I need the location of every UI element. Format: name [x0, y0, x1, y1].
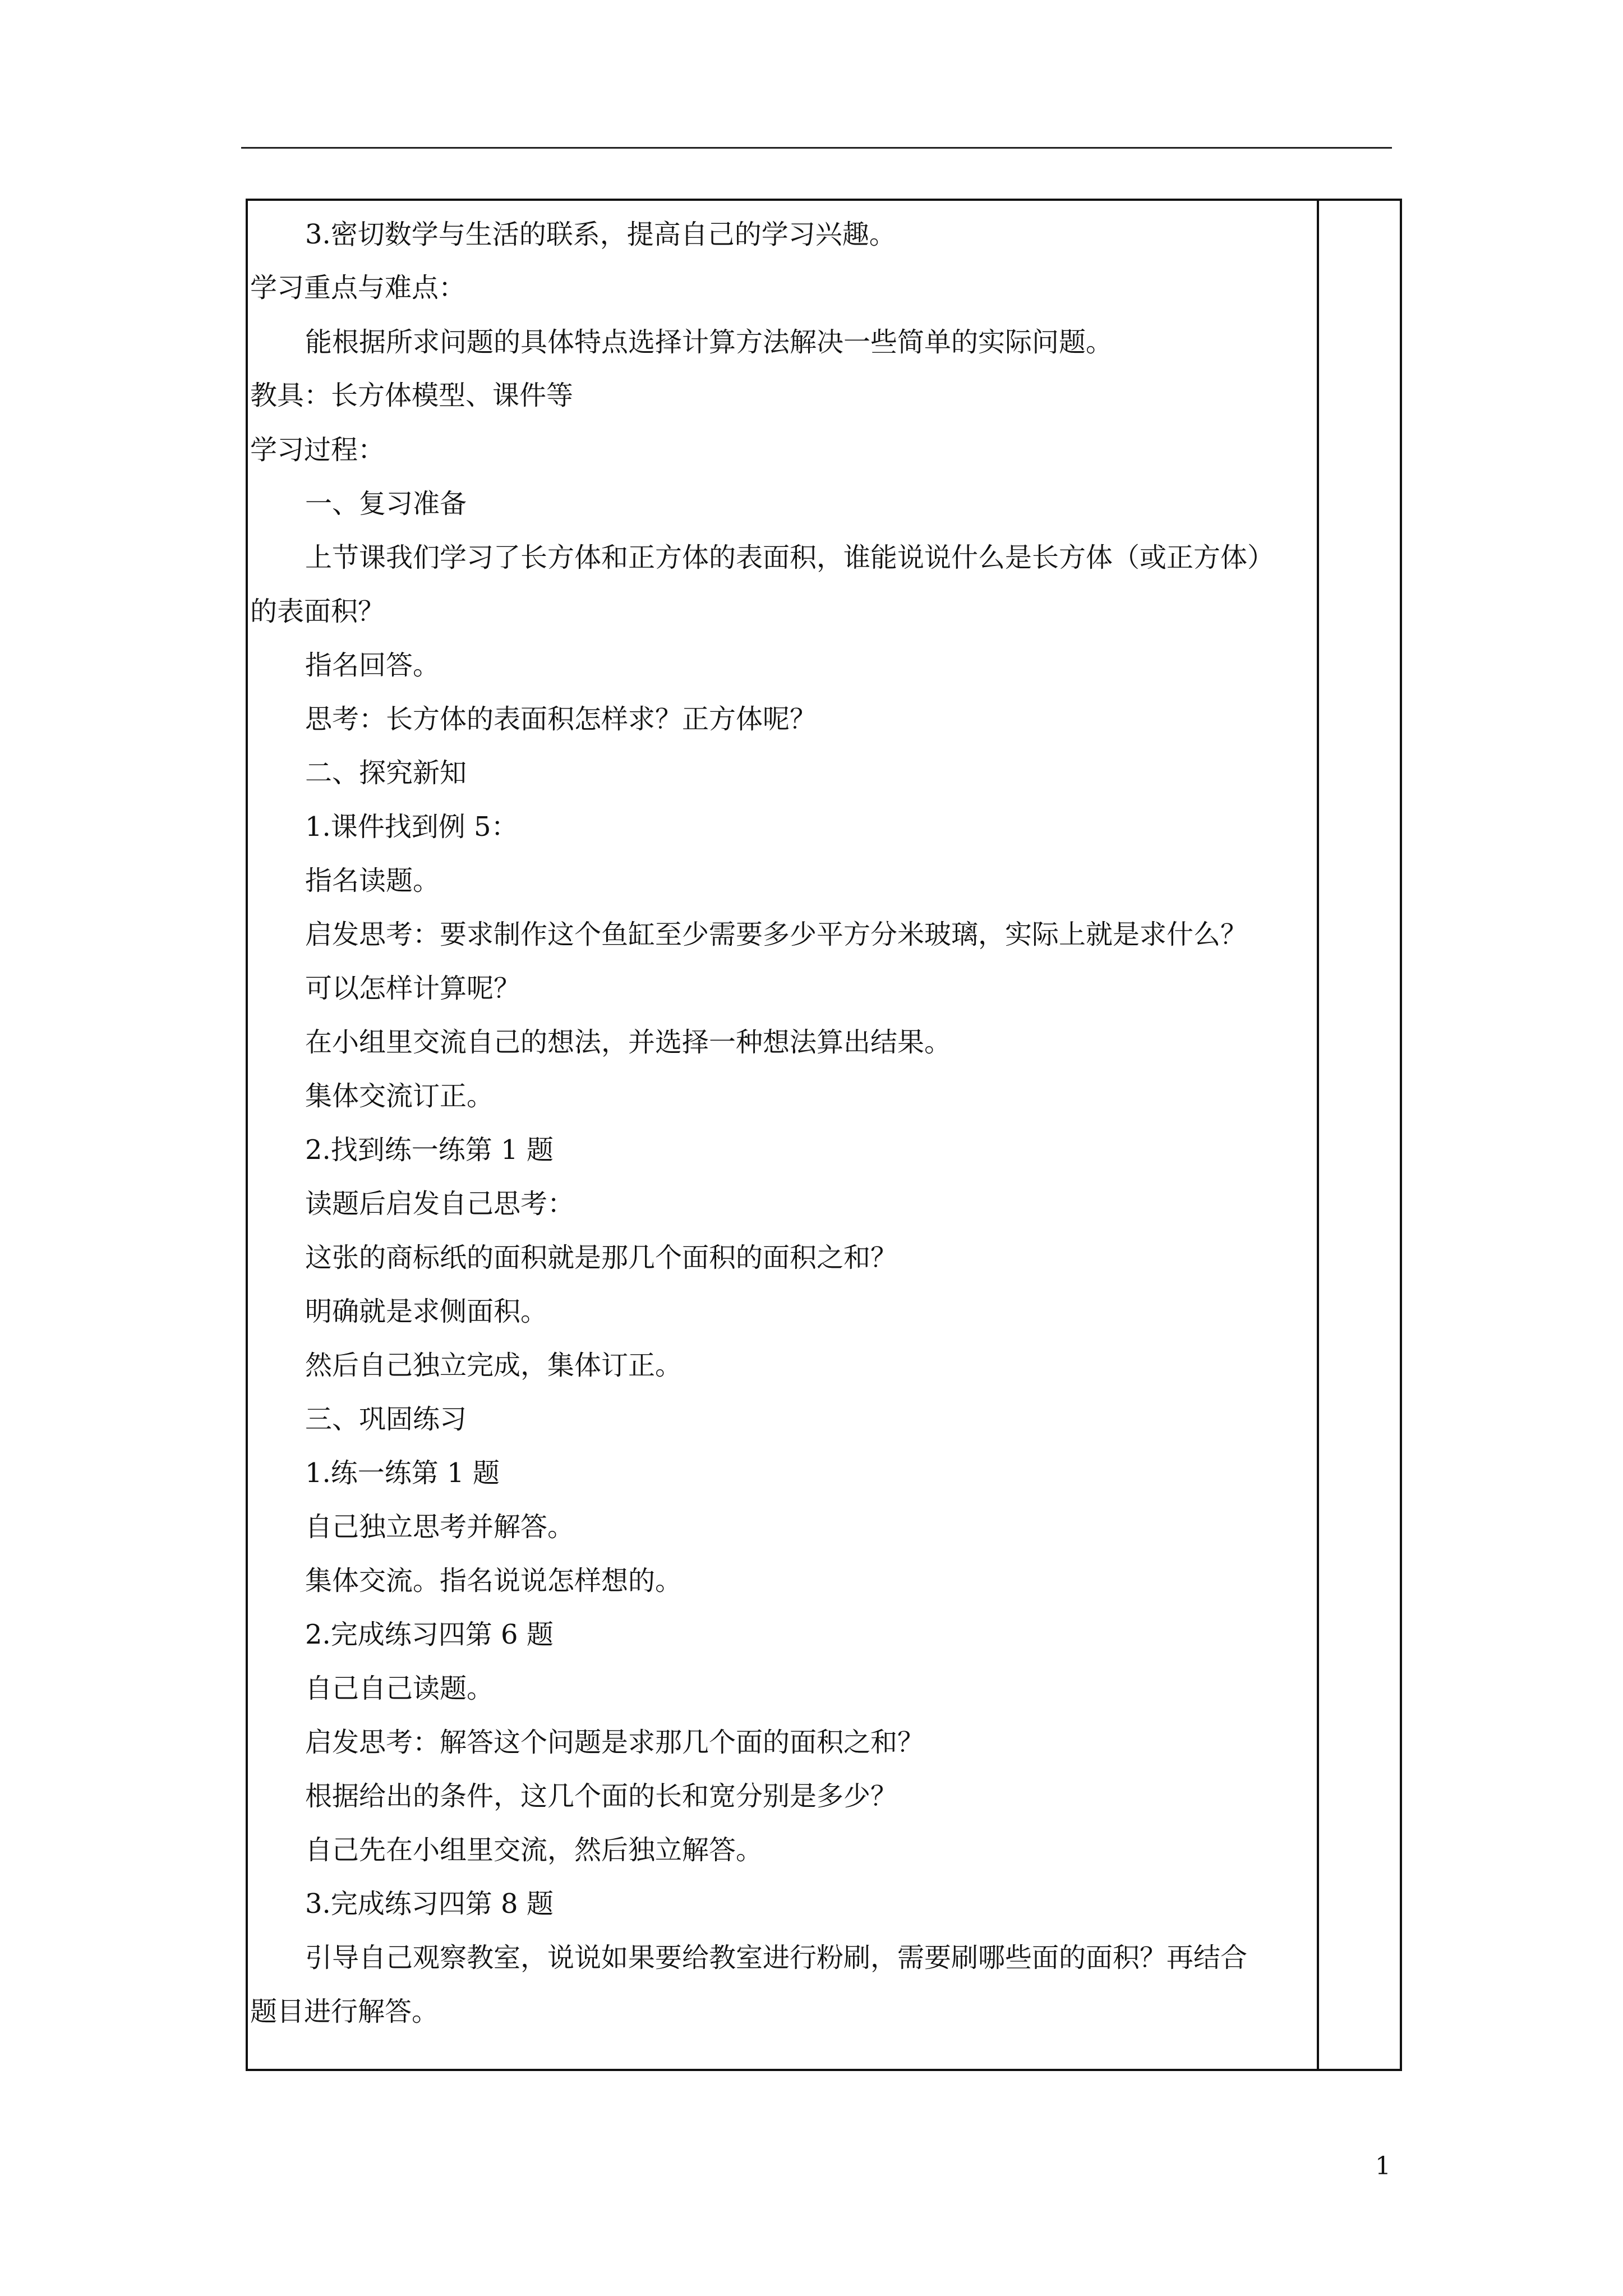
text-line: 启发思考：要求制作这个鱼缸至少需要多少平方分米玻璃，实际上就是求什么？: [305, 919, 1248, 950]
text-line: 3.密切数学与生活的联系，提高自己的学习兴趣。: [305, 219, 896, 250]
text-line: 启发思考：解答这个问题是求那几个面的面积之和？: [305, 1727, 925, 1758]
text-line: 教具：长方体模型、课件等: [250, 380, 574, 411]
notes-column-divider: [1317, 201, 1319, 2069]
text-line: 可以怎样计算呢？: [305, 973, 521, 1004]
text-line: 题目进行解答。: [250, 1996, 439, 2027]
text-line: 上节课我们学习了长方体和正方体的表面积，谁能说说什么是长方体（或正方体）: [305, 542, 1275, 573]
text-line: 集体交流订正。: [305, 1080, 494, 1112]
text-line: 读题后启发自己思考：: [305, 1188, 575, 1220]
text-line: 2.完成练习四第 6 题: [305, 1619, 554, 1650]
text-line: 能根据所求问题的具体特点选择计算方法解决一些简单的实际问题。: [305, 326, 1113, 358]
text-line: 在小组里交流自己的想法，并选择一种想法算出结果。: [305, 1027, 952, 1058]
text-line: 学习过程：: [250, 434, 385, 466]
text-line: 集体交流。指名说说怎样想的。: [305, 1565, 683, 1596]
text-line: 思考：长方体的表面积怎样求？正方体呢？: [305, 703, 817, 735]
page-number: 1: [1375, 2152, 1391, 2180]
text-line: 三、巩固练习: [305, 1404, 467, 1435]
text-line: 2.找到练一练第 1 题: [305, 1134, 554, 1166]
text-line: 自己独立思考并解答。: [305, 1511, 575, 1543]
text-line: 自己先在小组里交流，然后独立解答。: [305, 1834, 763, 1866]
text-line: 1.练一练第 1 题: [305, 1457, 500, 1489]
text-line: 3.完成练习四第 8 题: [305, 1888, 554, 1920]
text-line: 明确就是求侧面积。: [305, 1296, 548, 1327]
text-line: 的表面积？: [250, 596, 385, 627]
text-line: 这张的商标纸的面积就是那几个面积的面积之和？: [305, 1242, 898, 1273]
text-line: 1.课件找到例 5：: [305, 811, 518, 843]
lesson-content-cell: [248, 201, 1317, 2069]
lesson-table: [246, 199, 1402, 2071]
text-line: 学习重点与难点：: [250, 272, 466, 303]
text-line: 自己自己读题。: [305, 1673, 494, 1704]
text-line: 一、复习准备: [305, 488, 467, 519]
text-line: 指名回答。: [305, 650, 440, 681]
header-rule: [241, 147, 1392, 149]
text-line: 指名读题。: [305, 865, 440, 896]
text-line: 然后自己独立完成，集体订正。: [305, 1350, 683, 1381]
text-line: 二、探究新知: [305, 757, 467, 789]
text-line: 引导自己观察教室，说说如果要给教室进行粉刷，需要刷哪些面的面积？再结合: [305, 1942, 1248, 1973]
text-line: 根据给出的条件，这几个面的长和宽分别是多少？: [305, 1780, 898, 1812]
